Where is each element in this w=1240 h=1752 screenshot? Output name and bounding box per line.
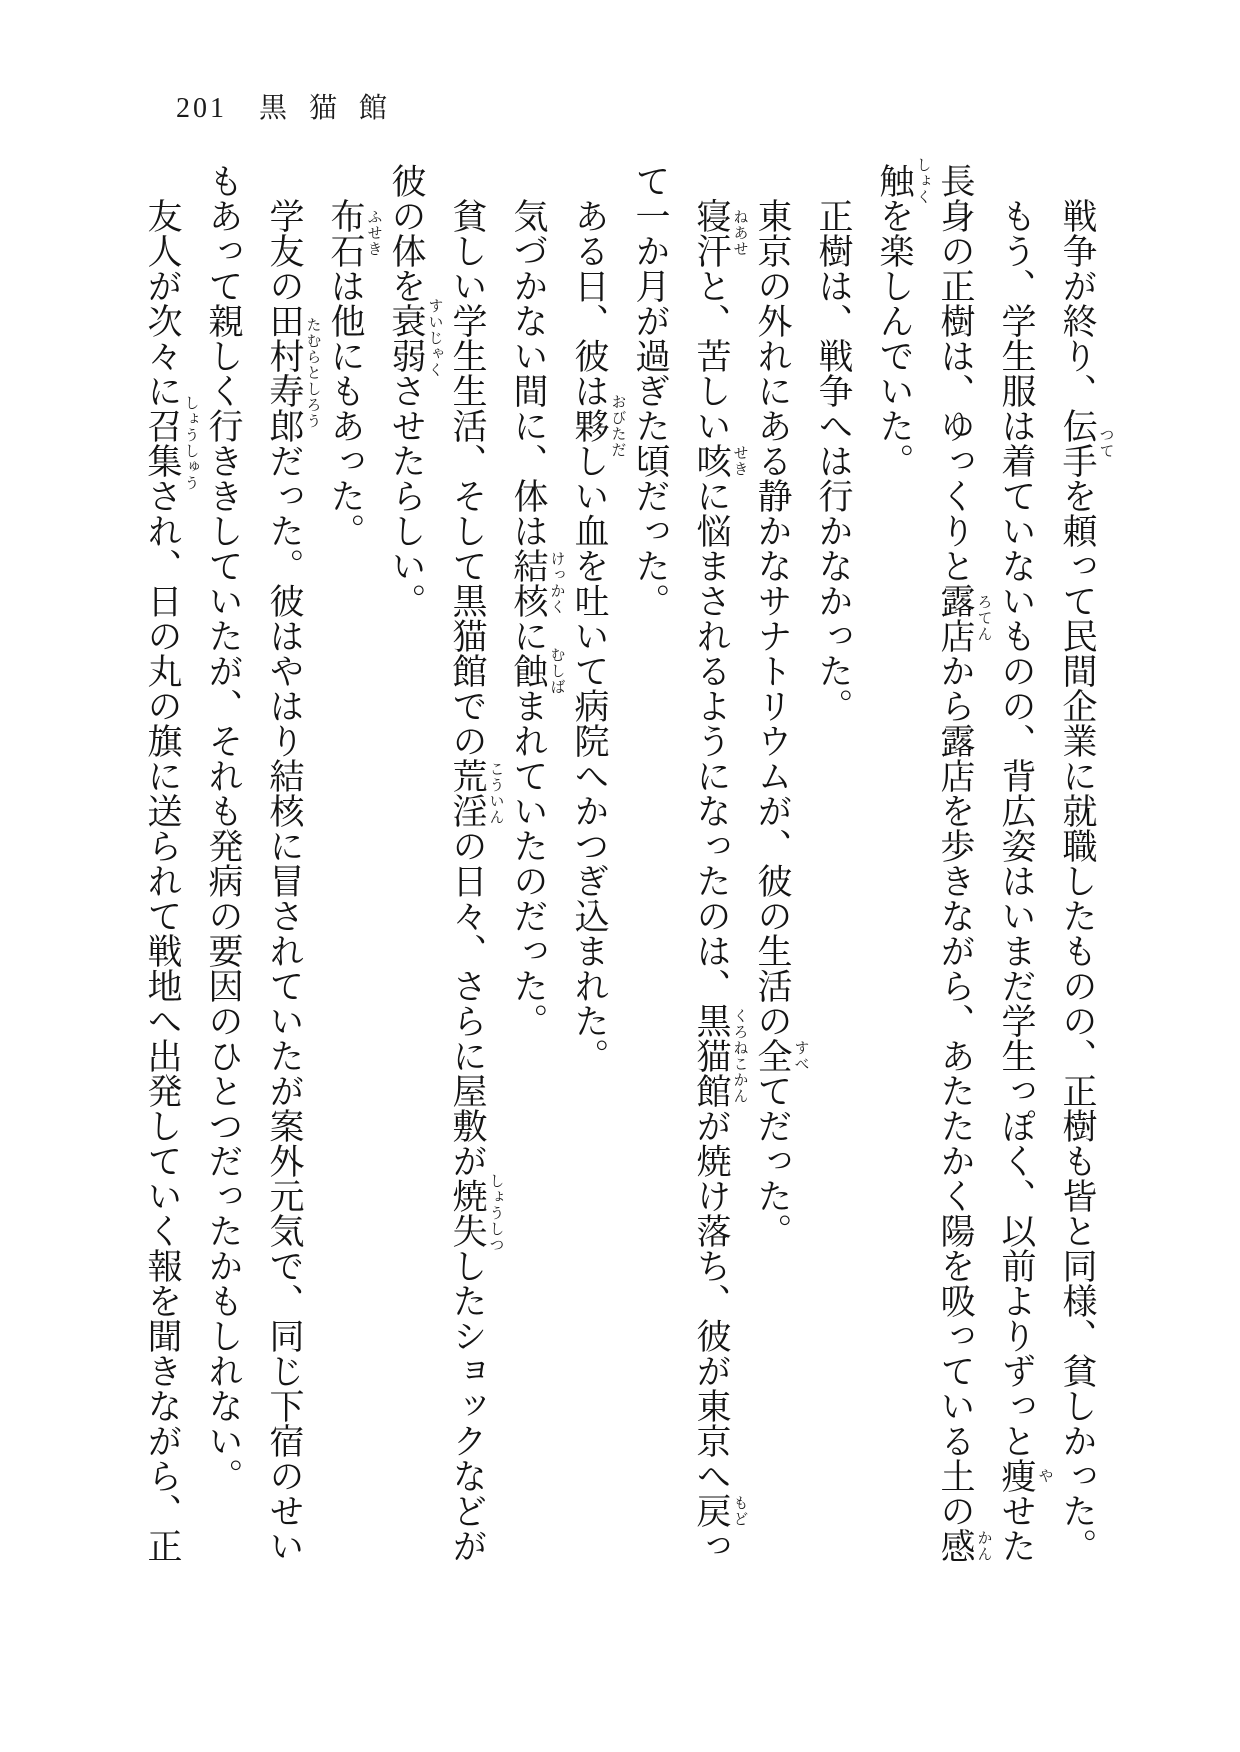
ruby-term: 衰弱 すいじゃく — [387, 298, 443, 378]
page-number: 201 — [176, 93, 227, 124]
furigana: しょうしつ — [487, 1173, 504, 1253]
furigana: たむらとしろう — [304, 317, 321, 429]
furigana: おびただ — [609, 393, 626, 458]
furigana: しょく — [914, 156, 931, 205]
paragraph: もう、学生服は着ていないものの、背広姿はいまだ学生っぽく、以前よりずっと痩 や せた長身の正樹は、ゆっくりと露店 ろてん から露店を歩きながら、あたたかく陽を吸っている土の感 かん 触 しょく を楽しんでいた。 — [875, 156, 1053, 1563]
paragraph: ある日、彼は夥 おびただ しい血を吐いて病院へかつぎ込まれた。 — [570, 198, 626, 1073]
ruby-term: 戻 もど — [692, 1493, 748, 1528]
paragraph: 正樹は、戦争へは行かなかった。 — [814, 198, 853, 723]
ruby-term: 荒淫 こういん — [448, 758, 504, 828]
furigana: や — [1036, 1467, 1053, 1484]
furigana: ふせき — [365, 209, 382, 257]
furigana: しょうしゅう — [182, 395, 199, 491]
ruby-term: 触 しょく — [875, 156, 931, 205]
ruby-term: 召集 しょうしゅう — [143, 395, 199, 491]
ruby-term: 寝汗 ねあせ — [692, 198, 748, 268]
ruby-term: 夥 おびただ — [570, 393, 626, 458]
furigana: むしば — [548, 646, 565, 695]
paragraph: 戦争が終り、伝手 つて を頼って民間企業に就職したものの、正樹も皆と同様、貧しかった。 — [1058, 198, 1114, 1563]
ruby-term: 露店 ろてん — [936, 583, 992, 653]
furigana: けっかく — [548, 551, 565, 615]
ruby-term: 咳 せき — [692, 443, 748, 478]
ruby-term: 焼失 しょうしつ — [448, 1173, 504, 1253]
furigana: ねあせ — [731, 209, 748, 257]
paragraph: 布石 ふせき は他にもあった。 — [326, 198, 382, 548]
furigana: こういん — [487, 761, 504, 825]
paragraph: 貧しい学生生活、そして黒猫館での荒淫 こういん の日々、さらに屋敷が焼失 しょうしつ したショックなどが彼の体を衰弱 すいじゃく させたらしい。 — [387, 163, 504, 1563]
furigana: つて — [1097, 427, 1114, 459]
furigana: せき — [731, 444, 748, 477]
furigana: くろねこかん — [731, 1007, 748, 1104]
paragraph: 学友の田村寿郎 たむらとしろう だった。彼はやはり結核に冒されていたが案外元気で、同じ下宿のせいもあって親しく行ききしていたが、それも発病の要因のひとつだったかもしれない。 — [204, 163, 321, 1563]
furigana: すべ — [792, 1039, 809, 1072]
book-title: 黒猫館 — [259, 93, 410, 124]
ruby-term: 黒猫館 くろねこかん — [692, 1003, 748, 1108]
furigana: もど — [731, 1494, 748, 1527]
furigana: ろてん — [975, 594, 992, 642]
text-body — [116, 156, 1114, 1575]
paragraph: 寝汗 ねあせ と、苦しい咳 せき に悩まされるようになったのは、黒猫館 くろねこかん が焼け落ち、彼が東京へ戻 もど って一か月が過ぎた頃だった。 — [631, 163, 748, 1563]
paragraph: 気づかない間に、体は結核 けっかく に蝕 むしば まれていたのだった。 — [509, 198, 565, 1038]
ruby-term: 全 すべ — [753, 1038, 809, 1073]
furigana: すいじゃく — [426, 298, 443, 378]
furigana: かん — [975, 1529, 992, 1562]
ruby-term: 布石 ふせき — [326, 198, 382, 268]
paragraph: 東京の外れにある静かなサナトリウムが、彼の生活の全 すべ てだった。 — [753, 198, 809, 1248]
ruby-term: 感 かん — [936, 1528, 992, 1563]
ruby-term: 伝手 つて — [1058, 408, 1114, 478]
ruby-term: 痩 や — [997, 1458, 1053, 1493]
ruby-term: 結核 けっかく — [509, 548, 565, 618]
ruby-term: 蝕 むしば — [509, 646, 565, 695]
paragraph: 友人が次々に召集 しょうしゅう され、日の丸の旗に送られて戦地へ出発していく報を聞きながら、正 — [143, 198, 199, 1563]
page-header — [176, 86, 409, 126]
ruby-term: 田村寿郎 たむらとしろう — [265, 303, 321, 443]
